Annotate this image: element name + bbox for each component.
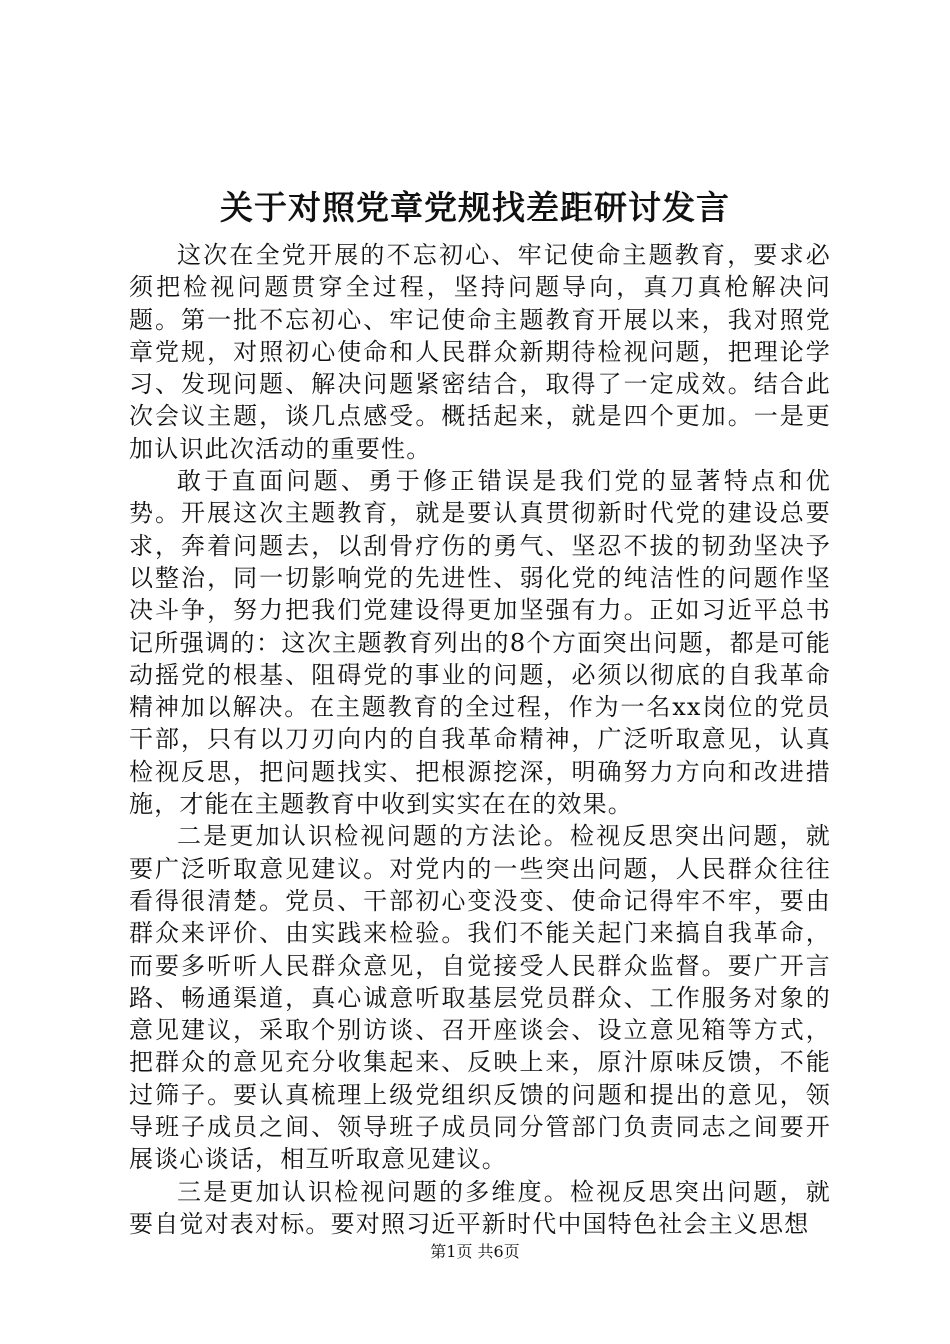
paragraph: 二是更加认识检视问题的方法论。检视反思突出问题，就要广泛听取意见建议。对党内的一些突出问题，人民群众往往看得很清楚。党员、干部初心变没变、使命记得牢不牢，要由群众来评价、由实践来检验。我们不能关起门来搞自我革命，而要多听听人民群众意见，自觉接受人民群众监督。要广开言路、畅通渠道，真心诚意听取基层党员群众、工作服务对象的意见建议，采取个别访谈、召开座谈会、设立意见箱等方式，把群众的意见充分收集起来、反映上来，原汁原味反馈，不能过筛子。要认真梳理上级党组织反馈的问题和提出的意见，领导班子成员之间、领导班子成员同分管部门负责同志之间要开展谈心谈话，相互听取意见建议。 xyxy=(129,822,831,1174)
document-title: 关于对照党章党规找差距研讨发言 xyxy=(220,188,730,227)
paragraph: 这次在全党开展的不忘初心、牢记使命主题教育，要求必须把检视问题贯穿全过程，坚持问题导向，真刀真枪解决问题。第一批不忘初心、牢记使命主题教育开展以来，我对照党章党规，对照初心使命和人民群众新期待检视问题，把理论学习、发现问题、解决问题紧密结合，取得了一定成效。结合此次会议主题，谈几点感受。概括起来，就是四个更加。一是更加认识此次活动的重要性。 xyxy=(129,241,831,463)
paragraph: 敢于直面问题、勇于修正错误是我们党的显著特点和优势。开展这次主题教育，就是要认真贯彻新时代党的建设总要求，奔着问题去，以刮骨疗伤的勇气、坚忍不拔的韧劲坚决予以整治，同一切影响党的先进性、弱化党的纯洁性的问题作坚决斗争，努力把我们党建设得更加坚强有力。正如习近平总书记所强调的：这次主题教育列出的8个方面突出问题，都是可能动摇党的根基、阻碍党的事业的问题，必须以彻底的自我革命精神加以解决。在主题教育的全过程，作为一名xx岗位的党员干部，只有以刀刃向内的自我革命精神，广泛听取意见，认真检视反思，把问题找实、把根源挖深，明确努力方向和改进措施，才能在主题教育中收到实实在在的效果。 xyxy=(129,467,831,819)
document-body xyxy=(129,239,831,1240)
paragraph: 三是更加认识检视问题的多维度。检视反思突出问题，就要自觉对表对标。要对照习近平新时代中国特色社会主义思想 xyxy=(129,1177,831,1238)
page-footer: 第1页 共6页 xyxy=(430,1242,520,1261)
